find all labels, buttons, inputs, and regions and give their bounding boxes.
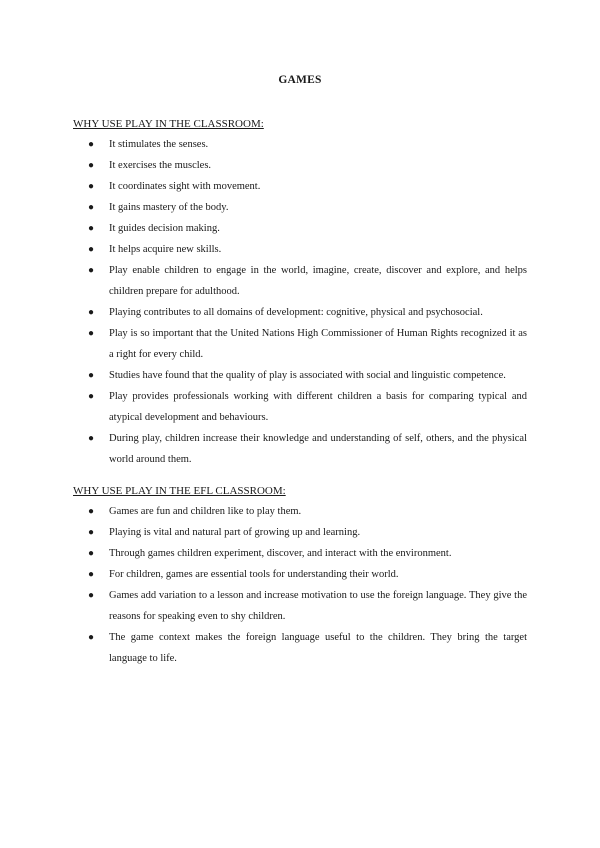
bullet-icon: ●	[88, 370, 95, 381]
page-title: GAMES	[278, 74, 322, 86]
list-item-text: The game context makes the foreign language useful to the children. They bring the target language to life.	[109, 632, 527, 664]
list-item-text: Games add variation to a lesson and increase motivation to use the foreign language. They give the reasons for speaking even to shy children.	[109, 590, 527, 622]
list-item	[73, 543, 527, 564]
list-item	[73, 386, 527, 428]
bullet-icon: ●	[88, 244, 95, 255]
bullet-list	[73, 501, 527, 669]
bullet-icon: ●	[88, 506, 95, 517]
list-item	[73, 302, 527, 323]
bullet-icon: ●	[88, 328, 95, 339]
section-efl-classroom	[73, 484, 527, 669]
bullet-icon: ●	[88, 265, 95, 276]
list-item-text: Play is so important that the United Nations High Commissioner of Human Rights recognized it as a right for every child.	[109, 328, 527, 360]
bullet-icon: ●	[88, 139, 95, 150]
bullet-icon: ●	[88, 160, 95, 171]
list-item	[73, 323, 527, 365]
list-item	[73, 585, 527, 627]
list-item	[73, 155, 527, 176]
list-item-text: It helps acquire new skills.	[109, 244, 222, 255]
list-item-text: Play provides professionals working with different children a basis for comparing typical and atypical development and behaviours.	[109, 391, 527, 423]
list-item-text: It exercises the muscles.	[109, 160, 212, 171]
bullet-icon: ●	[88, 202, 95, 213]
list-item	[73, 501, 527, 522]
bullet-icon: ●	[88, 527, 95, 538]
list-item	[73, 197, 527, 218]
section-heading: WHY USE PLAY IN THE CLASSROOM:	[73, 118, 264, 130]
bullet-icon: ●	[88, 632, 95, 643]
list-item	[73, 522, 527, 543]
list-item-text: Playing is vital and natural part of growing up and learning.	[109, 527, 361, 538]
list-item	[73, 428, 527, 470]
section-classroom	[73, 117, 527, 470]
section-heading: WHY USE PLAY IN THE EFL CLASSROOM:	[73, 485, 286, 497]
bullet-icon: ●	[88, 391, 95, 402]
list-item-text: Through games children experiment, discover, and interact with the environment.	[109, 548, 452, 559]
list-item	[73, 218, 527, 239]
list-item	[73, 365, 527, 386]
list-item-text: It gains mastery of the body.	[109, 202, 229, 213]
list-item	[73, 176, 527, 197]
bullet-icon: ●	[88, 548, 95, 559]
list-item-text: During play, children increase their knowledge and understanding of self, others, and the physical world around them.	[109, 433, 527, 465]
list-item	[73, 260, 527, 302]
list-item	[73, 239, 527, 260]
bullet-icon: ●	[88, 590, 95, 601]
list-item-text: For children, games are essential tools for understanding their world.	[109, 569, 399, 580]
list-item	[73, 564, 527, 585]
list-item-text: Play enable children to engage in the world, imagine, create, discover and explore, and helps children prepare for adulthood.	[109, 265, 527, 297]
bullet-icon: ●	[88, 181, 95, 192]
list-item-text: Games are fun and children like to play them.	[109, 506, 302, 517]
bullet-list	[73, 134, 527, 470]
list-item-text: It stimulates the senses.	[109, 139, 209, 150]
bullet-icon: ●	[88, 569, 95, 580]
list-item-text: Playing contributes to all domains of development: cognitive, physical and psychosocial.	[109, 307, 483, 318]
bullet-icon: ●	[88, 223, 95, 234]
list-item-text: Studies have found that the quality of play is associated with social and linguistic competence.	[109, 370, 506, 381]
list-item	[73, 134, 527, 155]
list-item-text: It guides decision making.	[109, 223, 220, 234]
bullet-icon: ●	[88, 433, 95, 444]
list-item	[73, 627, 527, 669]
bullet-icon: ●	[88, 307, 95, 318]
list-item-text: It coordinates sight with movement.	[109, 181, 261, 192]
